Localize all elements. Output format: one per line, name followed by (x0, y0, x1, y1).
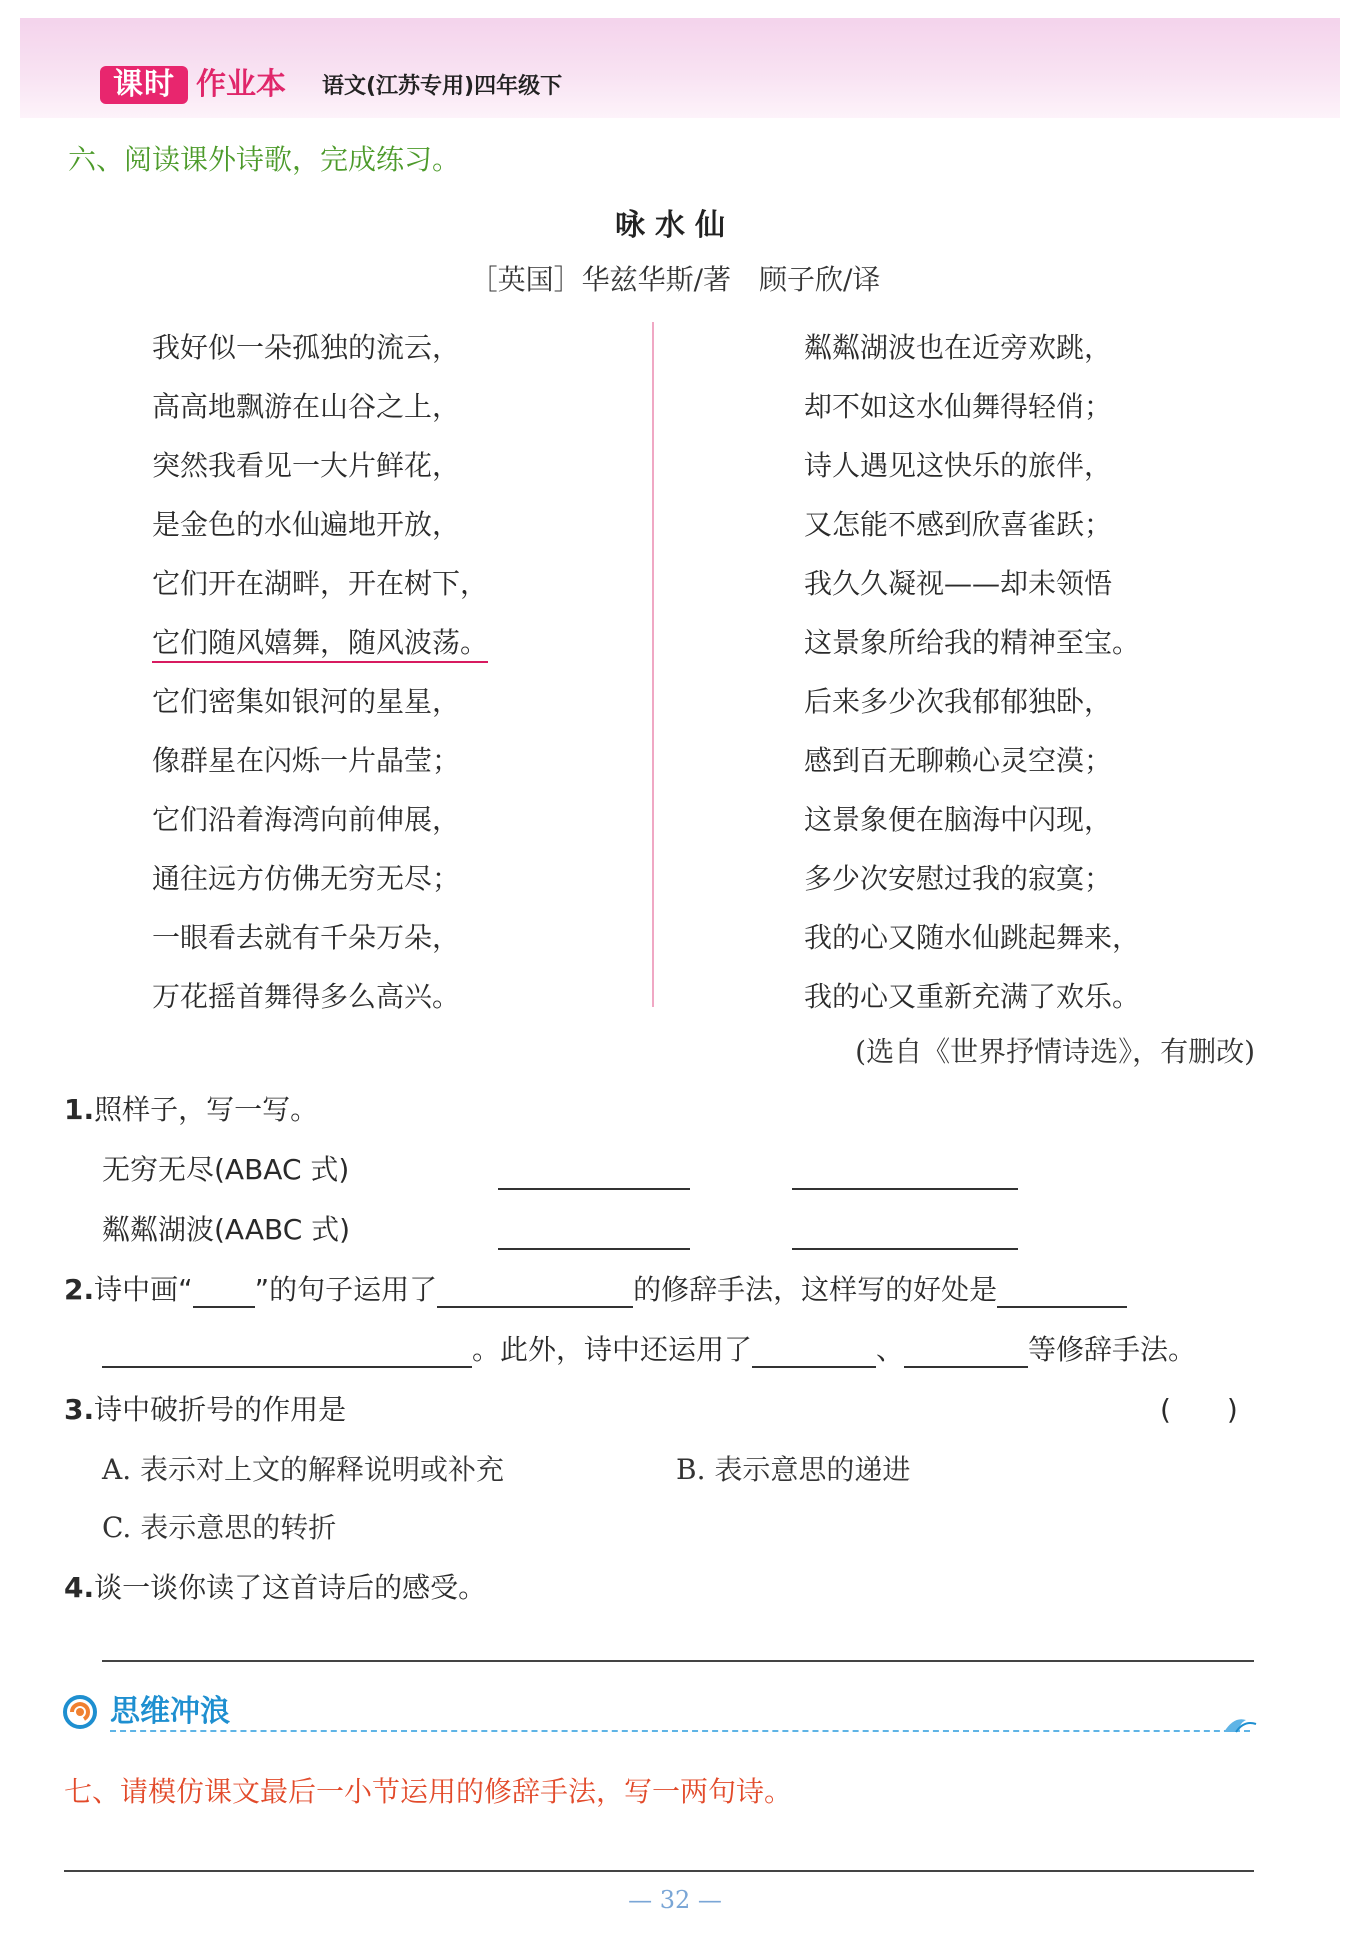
book-subtitle: 语文(江苏专用)四年级下 (322, 74, 563, 99)
poem-line: 这景象所给我的精神至宝。 (804, 626, 1141, 659)
q2-blank-rhetoric[interactable] (437, 1272, 633, 1308)
question-2-line-1 (64, 1268, 1127, 1308)
question-4 (64, 1566, 486, 1606)
poem-line: 粼粼湖波也在近旁欢跳， (804, 331, 1113, 364)
thinking-section-label: 思维冲浪 (110, 1694, 230, 1729)
q2-blank-benefit[interactable] (997, 1272, 1127, 1308)
q3-choice-c[interactable]: C. 表示意思的转折 (102, 1511, 337, 1544)
question-text: 谈一谈你读了这首诗后的感受。 (94, 1571, 487, 1604)
poem-line: 它们密集如银河的星星， (152, 685, 461, 718)
question-1 (64, 1088, 318, 1128)
poem-column-divider (652, 322, 654, 1007)
q3-answer-paren[interactable]: ( ) (1160, 1393, 1238, 1426)
poem-line: 高高地飘游在山谷之上， (152, 390, 461, 423)
q2-text: 。此外，诗中还运用了 (472, 1333, 753, 1366)
question-number: 2. (64, 1273, 95, 1306)
underlined-sentence: 它们随风嬉舞，随风波荡。 (152, 626, 488, 663)
q2-blank-benefit-cont[interactable] (102, 1332, 472, 1368)
poem-line: 诗人遇见这快乐的旅伴， (804, 449, 1113, 482)
q3-choice-b[interactable]: B. 表示意思的递进 (676, 1453, 911, 1486)
question-3 (64, 1388, 346, 1428)
q1-abac-blank-1[interactable] (498, 1154, 690, 1190)
section-6-heading: 六、阅读课外诗歌，完成练习。 (68, 143, 461, 176)
q2-blank-sentence[interactable] (193, 1272, 255, 1308)
section-7-heading: 七、请模仿课文最后一小节运用的修辞手法，写一两句诗。 (64, 1775, 793, 1808)
poem-line: 突然我看见一大片鲜花， (152, 449, 461, 482)
q1-example-aabc: 粼粼湖波(AABC 式) (102, 1213, 351, 1246)
q2-text: ”的句子运用了 (254, 1273, 438, 1306)
poem-line: 后来多少次我郁郁独卧， (804, 685, 1113, 718)
q2-text: 诗中画“ (94, 1273, 193, 1306)
q1-abac-blank-2[interactable] (792, 1154, 1018, 1190)
logo-box: 课时 (100, 66, 188, 104)
q3-choice-a[interactable]: A. 表示对上文的解释说明或补充 (102, 1453, 505, 1486)
poem-source: (选自《世界抒情诗选》，有删改) (855, 1035, 1255, 1068)
poem-line: 又怎能不感到欣喜雀跃； (804, 508, 1113, 541)
wave-icon (1222, 1712, 1258, 1736)
q4-answer-line[interactable] (102, 1660, 1254, 1662)
poem-line: 我好似一朵孤独的流云， (152, 331, 461, 364)
q1-aabc-blank-wrap (792, 1214, 1018, 1250)
q2-text: 的修辞手法，这样写的好处是 (633, 1273, 998, 1306)
q2-text: 、 (876, 1333, 905, 1366)
q2-text: 等修辞手法。 (1028, 1333, 1197, 1366)
q2-blank-other-1[interactable] (752, 1332, 876, 1368)
poem-line: 却不如这水仙舞得轻俏； (804, 390, 1113, 423)
question-number: 1. (64, 1093, 95, 1126)
poem-left-column (152, 318, 488, 1026)
poem-title: 咏水仙 (615, 208, 735, 243)
question-2-line-2 (102, 1328, 1196, 1368)
swirl-icon (62, 1694, 98, 1730)
poem-line: 我的心又随水仙跳起舞来， (804, 921, 1141, 954)
thinking-dashed-line (110, 1730, 1250, 1732)
q1-aabc-blank-wrap (498, 1214, 690, 1250)
poem-line: 通往远方仿佛无穷无尽； (152, 862, 461, 895)
logo-text: 作业本 (196, 67, 286, 102)
question-text: 诗中破折号的作用是 (94, 1393, 347, 1426)
question-number: 4. (64, 1571, 95, 1604)
poem-line-underlined (152, 613, 488, 672)
q1-example-abac: 无穷无尽(ABAC 式) (102, 1153, 350, 1186)
poem-line: 多少次安慰过我的寂寞； (804, 862, 1113, 895)
poem-line: 我的心又重新充满了欢乐。 (804, 980, 1141, 1013)
q1-aabc-blank-2[interactable] (792, 1214, 1018, 1250)
section-7-answer-line[interactable] (64, 1870, 1254, 1872)
poem-line: 它们沿着海湾向前伸展， (152, 803, 461, 836)
q1-abac-blank-wrap (498, 1154, 690, 1190)
question-text: 照样子，写一写。 (94, 1093, 319, 1126)
poem-byline: ［英国］华兹华斯/著 顾子欣/译 (469, 263, 881, 296)
poem-line: 这景象便在脑海中闪现， (804, 803, 1113, 836)
poem-line: 一眼看去就有千朵万朵， (152, 921, 461, 954)
poem-line: 像群星在闪烁一片晶莹； (152, 744, 461, 777)
q2-blank-other-2[interactable] (904, 1332, 1028, 1368)
q1-aabc-blank-1[interactable] (498, 1214, 690, 1250)
question-number: 3. (64, 1393, 95, 1426)
page-number: — 32 — (628, 1886, 722, 1914)
poem-line: 是金色的水仙遍地开放， (152, 508, 461, 541)
poem-line: 万花摇首舞得多么高兴。 (152, 980, 461, 1013)
q1-abac-blank-wrap (792, 1154, 1018, 1190)
poem-line: 我久久凝视——却未领悟 (804, 567, 1113, 600)
poem-right-column (804, 318, 1140, 1026)
poem-line: 感到百无聊赖心灵空漠； (804, 744, 1113, 777)
poem-line: 它们开在湖畔，开在树下， (152, 567, 489, 600)
